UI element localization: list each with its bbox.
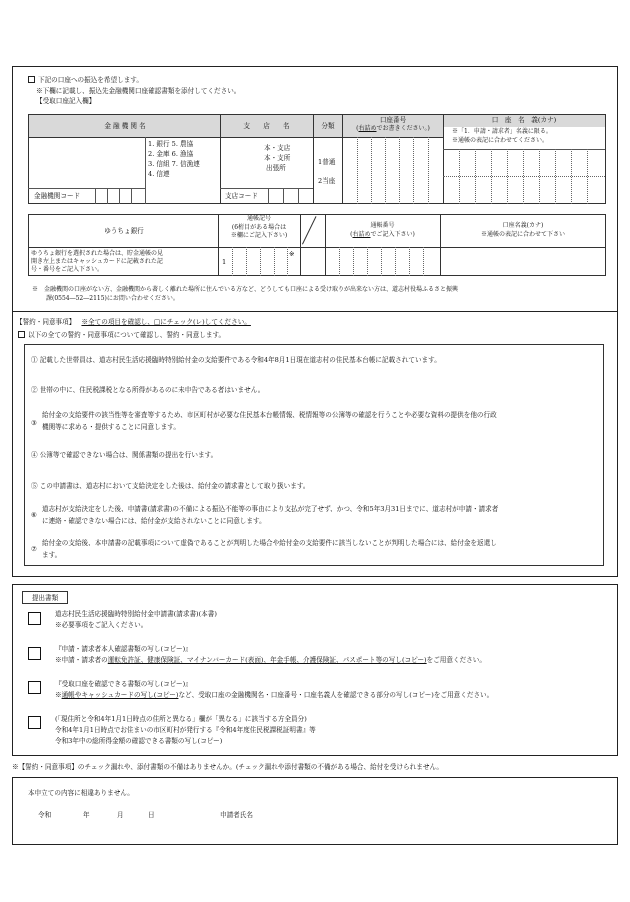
doc-1-line1: 道志村民生活応援臨時特別給付金申請書(請求書)(本書) bbox=[55, 610, 217, 618]
yucho-desc-3: 号・番号をご記入下さい。 bbox=[31, 266, 104, 273]
applicant-name-label: 申請者氏名 bbox=[220, 811, 253, 819]
oath-item-5: ⑤ この申請書は、道志村において支給決定をした後は、給付金の請求書として取り扱います。 bbox=[31, 482, 310, 490]
bank-code-label: 金融機関コード bbox=[34, 192, 81, 200]
holder-note-1: ※「1．申請・請求者」名義に限る。 bbox=[452, 128, 552, 135]
oath-header: 【誓約・同意事項】 bbox=[16, 318, 76, 326]
yucho-desc-2: 開き左上またはキャッシュカードに記載された記 bbox=[31, 258, 163, 265]
doc-checkbox-2[interactable] bbox=[28, 647, 41, 660]
doc-3-line2: ※通帳やキャッシュカードの写し(コピー)など、受取口座の金融機関名・口座番号・口座名義人を確認できる部分の写し(コピー)をご用意ください。 bbox=[55, 691, 494, 699]
warning-note: ※【誓約・同意事項】のチェック漏れや、添付書類の不備はありませんか。(チェック漏れや添付書類の不備がある場合、給付を受けられません。 bbox=[12, 763, 444, 771]
doc-3-line1: 『受取口座を確認できる書類の写し(コピー)』 bbox=[55, 680, 192, 688]
doc-checkbox-4[interactable] bbox=[28, 716, 41, 729]
bank-type-1[interactable]: 1. 銀行 5. 農協 bbox=[148, 140, 194, 148]
yucho-symbol-sub2: ※欄にご記入下さい) bbox=[230, 232, 288, 239]
account-holder-header: 口 座 名 義(カナ) bbox=[491, 116, 557, 124]
account-type-savings[interactable]: 1普通 bbox=[318, 158, 336, 166]
yucho-symbol-extra-mark: ※ bbox=[289, 250, 295, 258]
signature-day-label: 日 bbox=[148, 811, 155, 819]
account-number-sub: (右詰めでお書きください。) bbox=[356, 125, 430, 132]
doc-1-line2: ※必要事項をご記入ください。 bbox=[55, 621, 148, 629]
branch-type-3[interactable]: 出張所 bbox=[266, 164, 286, 172]
transfer-checkbox[interactable] bbox=[28, 76, 35, 83]
bank-name-header: 金 融 機 関 名 bbox=[104, 122, 146, 130]
doc-2-line1: 『申請・請求者本人確認書類の写し(コピー)』 bbox=[55, 645, 192, 653]
oath-item-3-num: ③ bbox=[31, 419, 37, 427]
signature-statement: 本申立ての内容に相違ありません。 bbox=[28, 789, 134, 797]
yucho-title: ゆうちょ銀行 bbox=[104, 227, 144, 235]
oath-item-6-cont: に連絡・確認できない場合には、給付金が支給されないことに同意します。 bbox=[42, 517, 266, 525]
signature-section bbox=[12, 777, 618, 845]
transfer-request-row[interactable] bbox=[28, 76, 143, 84]
branch-code-label: 支店コード bbox=[225, 192, 258, 200]
account-type-header: 分類 bbox=[321, 122, 335, 130]
transfer-request-text: 下記の口座への振込を希望します。 bbox=[38, 76, 143, 84]
signature-year-label: 年 bbox=[83, 811, 90, 819]
oath-item-3-cont: 機関等に求める・提供することに同意します。 bbox=[42, 423, 180, 431]
oath-item-4: ④ 公簿等で確認できない場合は、関係書類の提出を行います。 bbox=[31, 451, 218, 459]
bank-type-4[interactable]: 4. 信連 bbox=[148, 170, 170, 178]
yucho-number-sub: (右詰めでご記入下さい) bbox=[350, 231, 415, 238]
branch-name-header: 支 店 名 bbox=[243, 122, 290, 130]
yucho-symbol-header: 通帳記号 bbox=[246, 215, 271, 222]
doc-4-line2: 令和4年1月1日時点でお住まいの市区町村が発行する『令和4年度住民税課税証明書』等 bbox=[55, 726, 316, 734]
doc-checkbox-3[interactable] bbox=[28, 681, 41, 694]
oath-header-row bbox=[16, 318, 251, 326]
yucho-symbol-sub1: (6桁目がある場合は bbox=[231, 224, 287, 231]
oath-header-note: ※全ての項目を確認し、□にチェック(レ)してください。 bbox=[81, 318, 251, 326]
doc-2-line2: ※申請・請求者の運転免許証、健康保険証、マイナンバーカード(表面)、年金手帳、介護保険証、パスポート等の写し(コピー)をご用意ください。 bbox=[55, 656, 486, 664]
yucho-symbol-fixed-digit: 1 bbox=[222, 258, 227, 266]
oath-item-6-num: ⑥ bbox=[31, 511, 37, 519]
yucho-number-header: 通帳番号 bbox=[370, 222, 395, 229]
no-account-note-1: ※ 金融機関の口座がない方、金融機関から著しく離れた場所に住んでいる方など、どうしても口座による受け取りが出来ない方は、道志村役場ふるさと振興 bbox=[32, 286, 459, 293]
oath-confirm-row[interactable] bbox=[18, 331, 225, 339]
transfer-section-title: 【受取口座記入欄】 bbox=[36, 97, 96, 105]
doc-4-line1: (「現住所と令和4年1月1日時点の住所と異なる」欄が「異なる」に該当する方全員分) bbox=[55, 715, 307, 723]
oath-item-7-num: ⑦ bbox=[31, 545, 37, 553]
branch-type-2[interactable]: 本・支所 bbox=[264, 154, 291, 162]
signature-era: 令和 bbox=[38, 811, 52, 819]
documents-title: 提出書類 bbox=[22, 591, 68, 604]
yucho-desc-1: ゆうちょ銀行を選択された場合は、貯金通帳の見 bbox=[31, 250, 164, 257]
no-account-note-2: 課(0554―52―2115)にお問い合わせください。 bbox=[46, 295, 179, 302]
oath-item-1: ① 記載した世帯員は、道志村民生活応援臨時特別給付金の支給要件である令和4年8月1日現在道志村の住民基本台帳に記載されています。 bbox=[31, 356, 441, 364]
oath-confirm-text: 以下の全ての誓約・同意事項について確認し、誓約・同意します。 bbox=[28, 331, 226, 339]
oath-item-3: 給付金の支給要件の該当性等を審査等するため、市区町村が必要な住民基本台帳情報、税情報等の公簿等の確認を行うことや必要な資料の提供を他の行政 bbox=[42, 411, 497, 419]
account-type-checking[interactable]: 2当座 bbox=[318, 177, 336, 185]
doc-4-line3: 令和3年中の総所得金額の確認できる書類の写し(コピー) bbox=[55, 737, 223, 745]
oath-item-7: 給付金の支給後、本申請書の記載事項について虚偽であることが判明した場合や給付金の支給要件に該当しないことが判明した場合には、給付金を返還し bbox=[42, 539, 497, 547]
oath-item-2: ② 世帯の中に、住民税課税となる所得があるのに未申告である者はいません。 bbox=[31, 386, 265, 394]
yucho-holder-header: 口座名義(カナ) bbox=[502, 222, 544, 229]
doc-checkbox-1[interactable] bbox=[28, 612, 41, 625]
oath-item-7-cont: ます。 bbox=[42, 551, 62, 559]
bank-type-3[interactable]: 3. 信組 7. 信漁連 bbox=[148, 160, 200, 168]
holder-note-2: ※通帳の表記に合わせてください。 bbox=[452, 137, 549, 144]
yucho-holder-sub: ※通帳の表記に合わせて下さい bbox=[480, 231, 565, 238]
account-number-header: 口座番号 bbox=[379, 116, 407, 124]
branch-type-1[interactable]: 本・支店 bbox=[264, 144, 291, 152]
transfer-note: ※下欄に記載し、振込先金融機関口座確認書類を添付してください。 bbox=[36, 87, 241, 95]
bank-type-2[interactable]: 2. 金庫 6. 漁協 bbox=[148, 150, 194, 158]
oath-confirm-checkbox[interactable] bbox=[18, 331, 25, 338]
signature-month-label: 月 bbox=[117, 811, 124, 819]
oath-item-6: 道志村が支給決定をした後、申請書(請求書)の不備による振込不能等の事由により支払が完了せず、かつ、令和5年3月31日までに、道志村が申請・請求者 bbox=[42, 505, 499, 513]
